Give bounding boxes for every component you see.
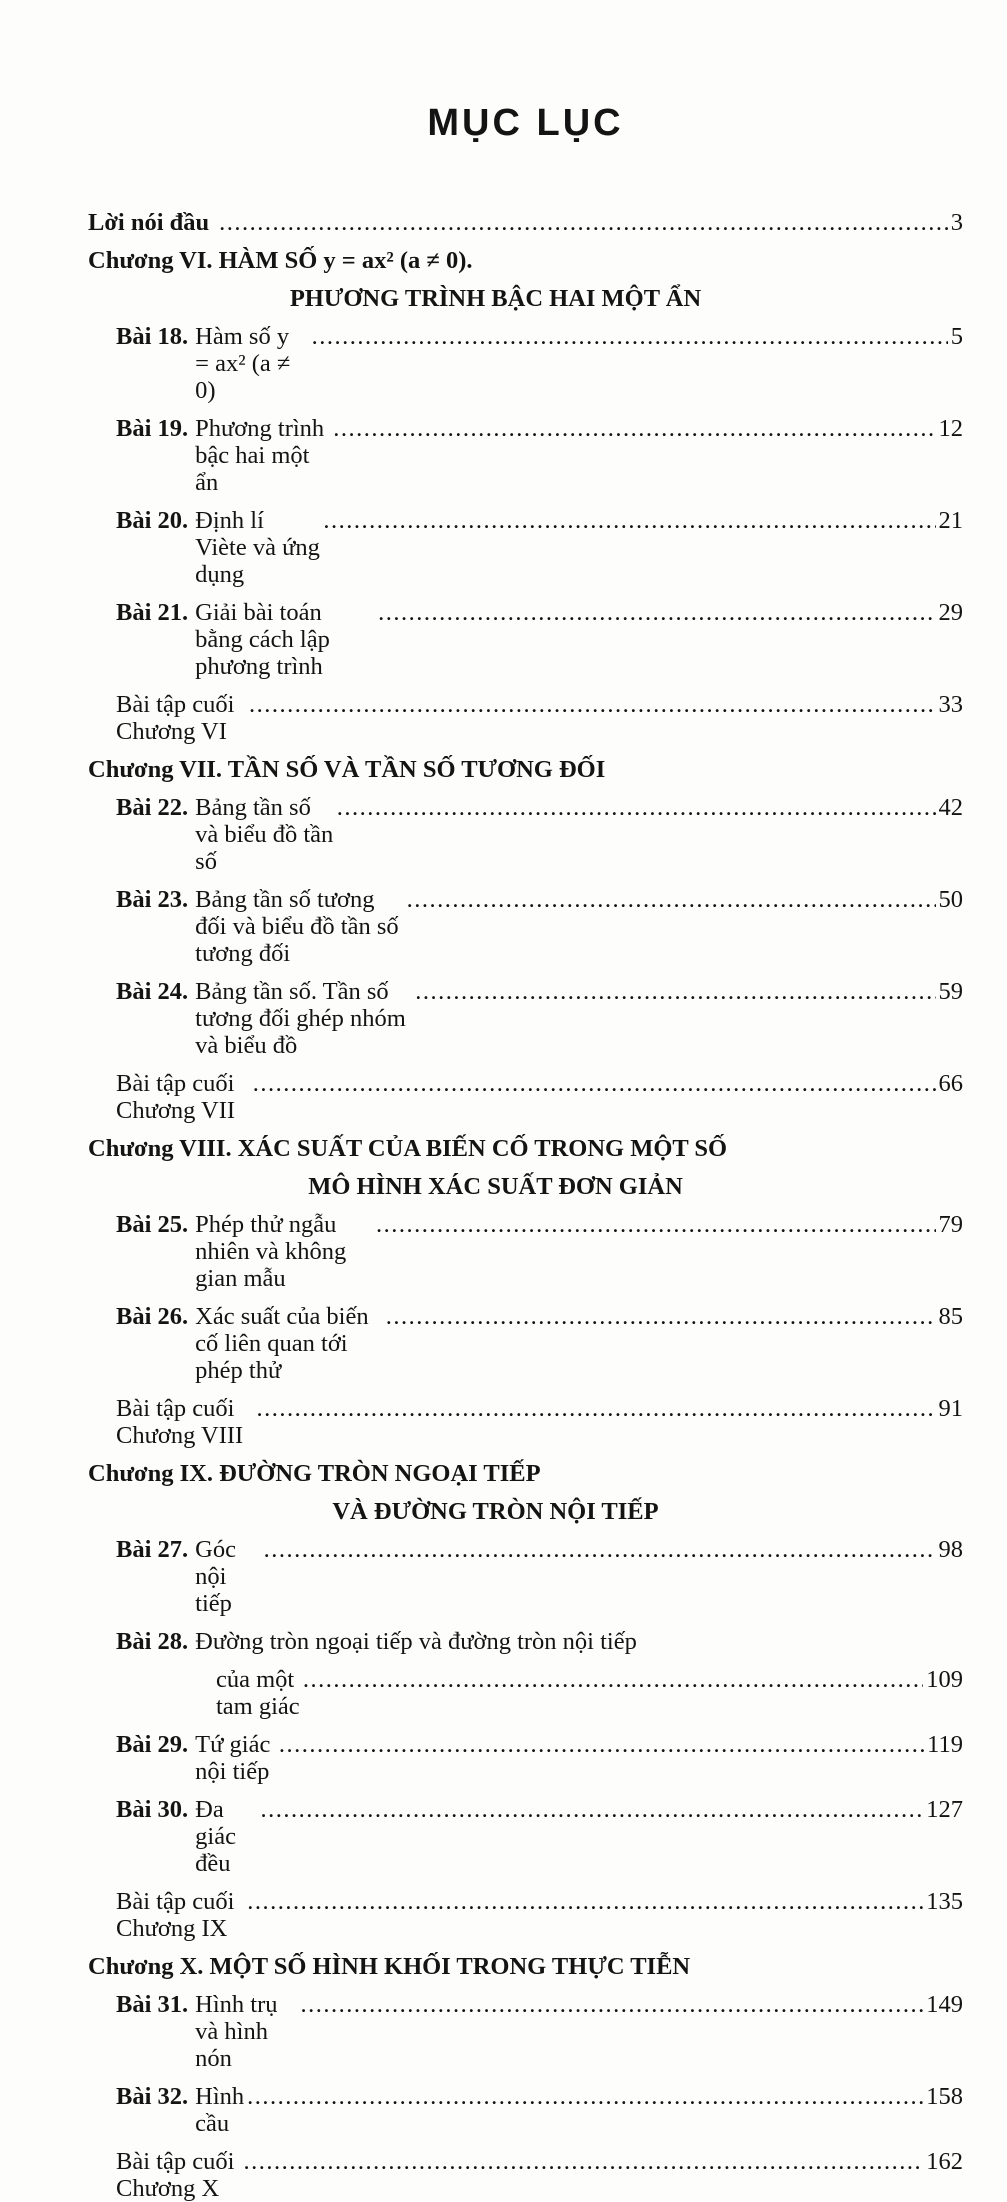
page-number: 162 bbox=[926, 2148, 963, 2175]
toc-entry bbox=[88, 2148, 963, 2202]
page-number: 3 bbox=[950, 209, 963, 236]
toc-chapter-heading bbox=[88, 1460, 963, 1487]
dot-leader bbox=[407, 886, 936, 913]
entry-label: Lời nói đầu bbox=[88, 209, 210, 236]
page-number: 66 bbox=[938, 1070, 963, 1097]
dot-leader bbox=[261, 1796, 924, 1823]
toc-entry-continuation bbox=[88, 1666, 963, 1720]
dot-leader bbox=[415, 978, 935, 1005]
chapter-title-text: Chương VIII. XÁC SUẤT CỦA BIẾN CỐ TRONG MỘT SỐ bbox=[88, 1135, 728, 1162]
dot-leader bbox=[323, 507, 935, 534]
page-number: 127 bbox=[926, 1796, 963, 1823]
entry-title-text: Bài tập cuối Chương VI bbox=[116, 691, 235, 745]
entry-label: Bài 27. bbox=[116, 1536, 189, 1563]
dot-leader bbox=[376, 1211, 936, 1238]
page-number: 98 bbox=[938, 1536, 963, 1563]
dot-leader bbox=[253, 1070, 936, 1097]
toc-entry bbox=[88, 415, 963, 496]
entry-title-text: Bài tập cuối Chương VIII bbox=[116, 1395, 244, 1449]
toc-entry bbox=[88, 209, 963, 236]
dot-leader bbox=[312, 323, 948, 350]
toc-entry bbox=[88, 2083, 963, 2137]
chapter-title-text: Chương VI. HÀM SỐ y = ax² (a ≠ 0). bbox=[88, 247, 473, 274]
page-number: 59 bbox=[938, 978, 963, 1005]
page-number: 85 bbox=[938, 1303, 963, 1330]
dot-leader bbox=[378, 599, 935, 626]
dot-leader bbox=[279, 1731, 924, 1758]
toc-entry bbox=[88, 978, 963, 1059]
dot-leader bbox=[303, 1666, 923, 1693]
dot-leader bbox=[219, 209, 948, 236]
page-number: 119 bbox=[927, 1731, 963, 1758]
page-number: 5 bbox=[950, 323, 963, 350]
toc-entry bbox=[88, 599, 963, 680]
toc-chapter-heading bbox=[88, 1135, 963, 1162]
page-number: 135 bbox=[926, 1888, 963, 1915]
toc-entry bbox=[88, 1536, 963, 1617]
page-number: 21 bbox=[938, 507, 963, 534]
page-number: 109 bbox=[926, 1666, 963, 1693]
dot-leader bbox=[247, 2083, 923, 2110]
entry-title-text: Đường tròn ngoại tiếp và đường tròn nội tiếp bbox=[195, 1628, 637, 1655]
page-number: 149 bbox=[926, 1991, 963, 2018]
entry-title-text: Bảng tần số và biểu đồ tần số bbox=[195, 794, 334, 875]
page-number: 33 bbox=[938, 691, 963, 718]
toc-entry bbox=[88, 691, 963, 745]
page-number: 158 bbox=[926, 2083, 963, 2110]
toc-chapter-heading-line2: PHƯƠNG TRÌNH BẬC HAI MỘT ẨN bbox=[289, 285, 702, 312]
entry-label: Bài 23. bbox=[116, 886, 189, 913]
page-number: 91 bbox=[938, 1395, 963, 1422]
entry-title-text: Bài tập cuối Chương VII bbox=[116, 1070, 236, 1124]
page-number: 12 bbox=[938, 415, 963, 442]
page-number: 79 bbox=[938, 1211, 963, 1238]
toc-chapter-heading bbox=[88, 247, 963, 274]
entry-title-text: Định lí Viète và ứng dụng bbox=[195, 507, 320, 588]
toc-entry bbox=[88, 323, 963, 404]
entry-label: Bài 19. bbox=[116, 415, 189, 442]
dot-leader bbox=[249, 691, 936, 718]
entry-title-text: Hình cầu bbox=[195, 2083, 245, 2137]
dot-leader bbox=[300, 1991, 923, 2018]
entry-title-text: Hình trụ và hình nón bbox=[195, 1991, 278, 2072]
toc-entry bbox=[88, 886, 963, 967]
entry-label: Bài 22. bbox=[116, 794, 189, 821]
toc-list bbox=[88, 209, 963, 2202]
dot-leader bbox=[337, 794, 936, 821]
chapter-title-text: Chương IX. ĐƯỜNG TRÒN NGOẠI TIẾP bbox=[88, 1460, 541, 1487]
entry-label: Bài 28. bbox=[116, 1628, 189, 1655]
toc-entry bbox=[88, 507, 963, 588]
page-number: 50 bbox=[938, 886, 963, 913]
entry-label: Bài 29. bbox=[116, 1731, 189, 1758]
toc-entry bbox=[88, 1991, 963, 2072]
toc-entry bbox=[88, 794, 963, 875]
toc-chapter-heading-line2: VÀ ĐƯỜNG TRÒN NỘI TIẾP bbox=[332, 1498, 659, 1525]
toc-entry bbox=[88, 1796, 963, 1877]
entry-title-text: Tứ giác nội tiếp bbox=[195, 1731, 271, 1785]
entry-label: Bài 30. bbox=[116, 1796, 189, 1823]
dot-leader bbox=[247, 1888, 923, 1915]
page-number: 29 bbox=[938, 599, 963, 626]
entry-label: Bài 31. bbox=[116, 1991, 189, 2018]
entry-title-text: Bảng tần số. Tần số tương đối ghép nhóm và biểu đồ bbox=[195, 978, 406, 1059]
entry-title-text-line2: của một tam giác bbox=[216, 1666, 300, 1720]
entry-title-text: Giải bài toán bằng cách lập phương trình bbox=[195, 599, 330, 680]
entry-label: Bài 20. bbox=[116, 507, 189, 534]
toc-entry bbox=[88, 1888, 963, 1942]
entry-label: Bài 18. bbox=[116, 323, 189, 350]
toc-chapter-heading-line2: MÔ HÌNH XÁC SUẤT ĐƠN GIẢN bbox=[308, 1173, 683, 1200]
toc-entry bbox=[88, 1731, 963, 1785]
entry-title-text: Xác suất của biến cố liên quan tới phép thử bbox=[195, 1303, 369, 1384]
dot-leader bbox=[333, 415, 935, 442]
entry-label: Bài 24. bbox=[116, 978, 189, 1005]
toc-title: MỤC LỤC bbox=[427, 102, 624, 144]
toc-entry bbox=[88, 1211, 963, 1292]
chapter-title-text: Chương X. MỘT SỐ HÌNH KHỐI TRONG THỰC TIỄN bbox=[88, 1953, 691, 1980]
toc-entry bbox=[88, 1070, 963, 1124]
entry-title-text: Hàm số y = ax² (a ≠ 0) bbox=[195, 323, 291, 404]
dot-leader bbox=[244, 2148, 924, 2175]
dot-leader bbox=[264, 1536, 936, 1563]
toc-entry bbox=[88, 1303, 963, 1384]
entry-label: Bài 32. bbox=[116, 2083, 189, 2110]
toc-chapter-heading bbox=[88, 1953, 963, 1980]
entry-label: Bài 25. bbox=[116, 1211, 189, 1238]
toc-entry bbox=[88, 1395, 963, 1449]
dot-leader bbox=[257, 1395, 936, 1422]
toc-entry bbox=[88, 1628, 963, 1655]
entry-title-text: Bảng tần số tương đối và biểu đồ tần số tương đối bbox=[195, 886, 399, 967]
toc-chapter-heading bbox=[88, 756, 963, 783]
dot-leader bbox=[386, 1303, 936, 1330]
entry-title-text: Đa giác đều bbox=[195, 1796, 236, 1877]
entry-label: Bài 21. bbox=[116, 599, 189, 626]
entry-label: Bài 26. bbox=[116, 1303, 189, 1330]
page-number: 42 bbox=[938, 794, 963, 821]
entry-title-text: Bài tập cuối Chương X bbox=[116, 2148, 235, 2202]
entry-title-text: Bài tập cuối Chương IX bbox=[116, 1888, 235, 1942]
entry-title-text: Góc nội tiếp bbox=[195, 1536, 236, 1617]
chapter-title-text: Chương VII. TẦN SỐ VÀ TẦN SỐ TƯƠNG ĐỐI bbox=[88, 756, 606, 783]
entry-title-text: Phép thử ngẫu nhiên và không gian mẫu bbox=[195, 1211, 347, 1292]
entry-title-text: Phương trình bậc hai một ẩn bbox=[195, 415, 325, 496]
